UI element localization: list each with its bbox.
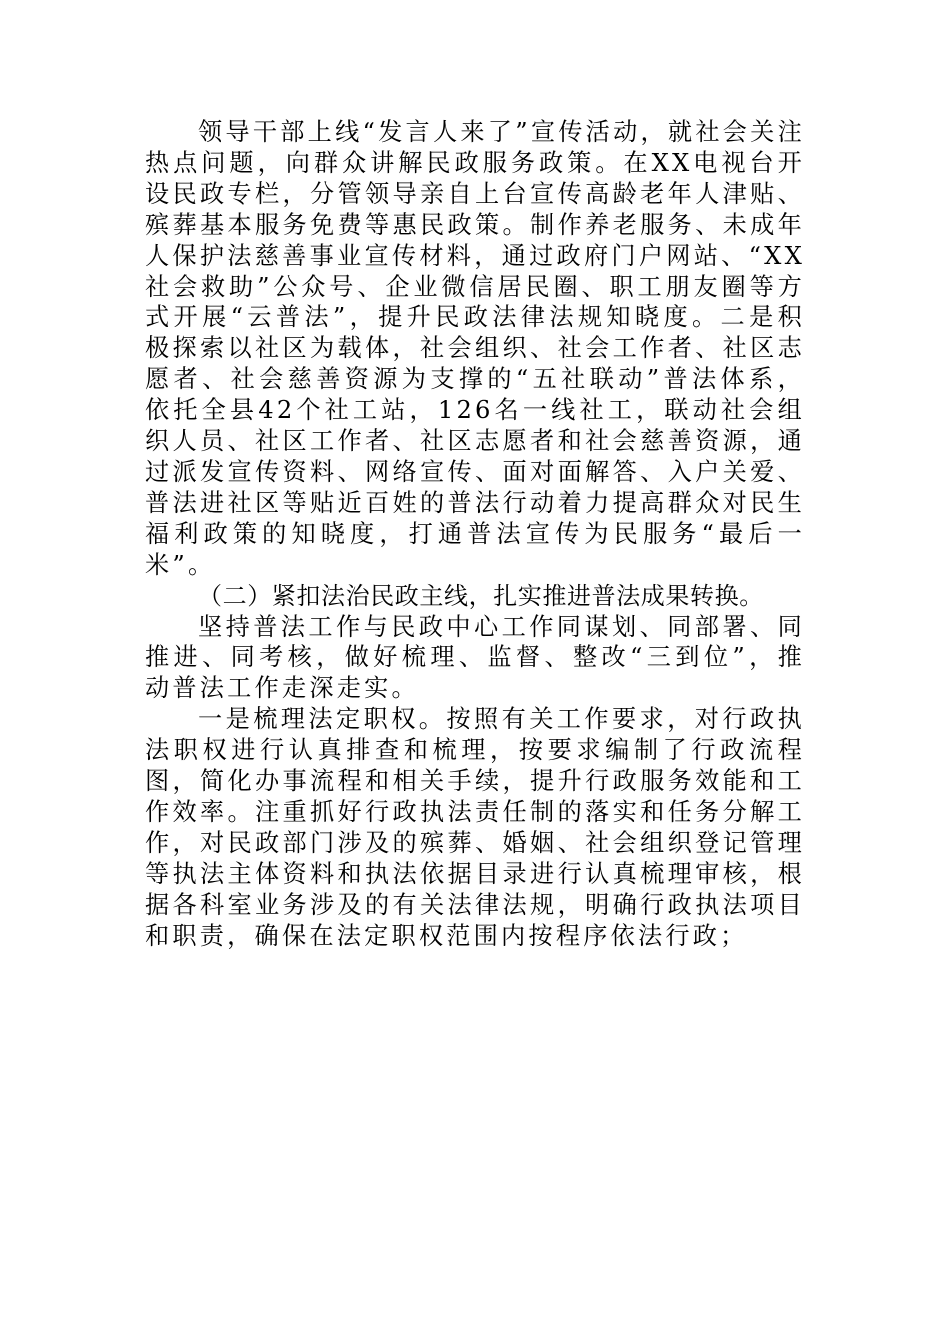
document-page — [145, 117, 805, 951]
body-paragraph-legal-authority: 一是梳理法定职权。按照有关工作要求，对行政执法职权进行认真排查和梳理，按要求编制了行政流程图，简化办事流程和相关手续，提升行政服务效能和工作效率。注重抓好行政执法责任制的落实和任务分解工作，对民政部门涉及的殡葬、婚姻、社会组织登记管理等执法主体资料和执法依据目录进行认真梳理审核，根据各科室业务涉及的有关法律法规，明确行政执法项目和职责，确保在法定职权范围内按程序依法行政； — [145, 705, 805, 950]
section-heading-2: （二）紧扣法治民政主线，扎实推进普法成果转换。 — [198, 581, 764, 610]
body-paragraph-publicity: 领导干部上线“发言人来了”宣传活动，就社会关注热点问题，向群众讲解民政服务政策。在XX电视台开设民政专栏，分管领导亲自上台宣传高龄老年人津贴、殡葬基本服务免费等惠民政策。制作养老服务、未成年人保护法慈善事业宣传材料，通过政府门户网站、“XX社会救助”公众号、企业微信居民圈、职工朋友圈等方式开展“云普法”，提升民政法律法规知晓度。二是积极探索以社区为载体，社会组织、社会工作者、社区志愿者、社会慈善资源为支撑的“五社联动”普法体系，依托全县42个社工站，126名一线社工，联动社会组织人员、社区工作者、社区志愿者和社会慈善资源，通过派发宣传资料、网络宣传、面对面解答、入户关爱、普法进社区等贴近百姓的普法行动着力提高群众对民生福利政策的知晓度，打通普法宣传为民服务“最后一米”。 — [145, 118, 805, 579]
body-paragraph-coordination: 坚持普法工作与民政中心工作同谋划、同部署、同推进、同考核，做好梳理、监督、整改“三到位”，推动普法工作走深走实。 — [145, 612, 805, 703]
